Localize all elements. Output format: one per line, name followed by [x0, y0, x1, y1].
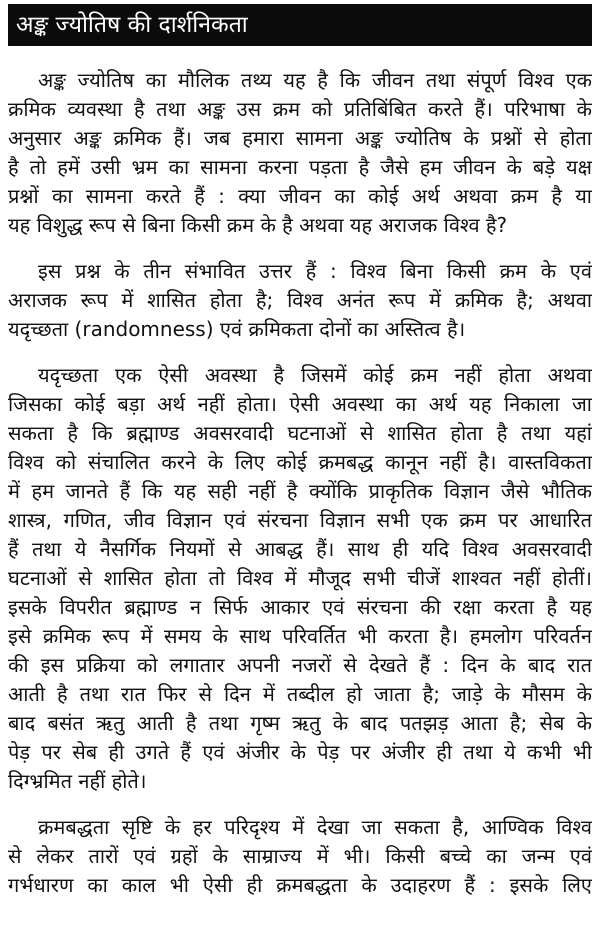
text-line: में हम जानते हैं कि यह सही नहीं है क्योंकि प्राकृतिक विज्ञान जैसे भौतिक	[8, 479, 592, 503]
text-line: यदृच्छता एक ऐसी अवस्था है जिसमें कोई क्रम नहीं होता अथवा	[38, 363, 592, 387]
paragraph	[8, 257, 592, 344]
text-line: घटनाओं से शासित होता तो विश्व में मौजूद सभी चीजें शाश्वत नहीं होतीं।	[8, 566, 592, 590]
paragraph	[8, 66, 592, 240]
section-title: अङ्क ज्योतिष की दार्शनिकता	[16, 12, 248, 38]
text-line: बाद बसंत ऋतु आती है तथा गृष्म ऋतु के बाद पतझड़ आता है; सेब के	[8, 711, 592, 735]
text-line: हैं तथा ये नैसर्गिक नियमों से आबद्ध हैं। साथ ही यदि विश्व अवसरवादी	[8, 537, 592, 561]
text-line: प्रश्नों का सामना करते हैं : क्या जीवन का कोई अर्थ अथवा क्रम है या	[8, 184, 592, 208]
text-line: जिसका कोई बड़ा अर्थ नहीं होता। ऐसी अवस्था का अर्थ यह निकाला जा	[8, 392, 592, 416]
text-line: क्रमबद्धता सृष्टि के हर परिदृश्य में देखा जा सकता है, आण्विक विश्व	[38, 815, 592, 839]
text-line: पेड़ पर सेब ही उगते हैं एवं अंजीर के पेड़ पर अंजीर ही तथा ये कभी भी	[8, 740, 592, 764]
text-line: की इस प्रक्रिया को लगातार अपनी नजरों से देखते हैं : दिन के बाद रात	[8, 653, 592, 677]
text-line: गर्भधारण का काल भी ऐसी ही क्रमबद्धता के उदाहरण हैं : इसके लिए	[8, 873, 592, 897]
text-line: सकता है कि ब्रह्माण्ड अवसरवादी घटनाओं से शासित होता है तथा यहां	[8, 421, 592, 445]
text-line: से लेकर तारों एवं ग्रहों के साम्राज्य में भी। किसी बच्चे का जन्म एवं	[8, 844, 592, 868]
text-line: अनुसार अङ्क क्रमिक हैं। जब हमारा सामना अङ्क ज्योतिष के प्रश्नों से होता	[8, 126, 592, 150]
document-body	[8, 66, 592, 917]
text-line: इसे क्रमिक रूप में समय के साथ परिवर्तित भी करता है। हमलोग परिवर्तन	[8, 624, 592, 648]
text-line: अङ्क ज्योतिष का मौलिक तथ्य यह है कि जीवन तथा संपूर्ण विश्व एक	[38, 68, 592, 92]
paragraph	[8, 361, 592, 796]
text-line: है तो हमें उसी भ्रम का सामना करना पड़ता है जैसे हम जीवन के बड़े यक्ष	[8, 155, 592, 179]
text-line: आती है तथा रात फिर से दिन में तब्दील हो जाता है; जाड़े के मौसम के	[8, 682, 592, 706]
text-line: अराजक रूप में शासित होता है; विश्व अनंत रूप में क्रमिक है; अथवा	[8, 288, 592, 312]
text-line: क्रमिक व्यवस्था है तथा अङ्क उस क्रम को प्रतिबिंबित करते हैं। परिभाषा के	[8, 97, 592, 121]
paragraph	[8, 813, 592, 900]
text-line: इसके विपरीत ब्रह्माण्ड न सिर्फ आकार एवं संरचना की रक्षा करता है यह	[8, 595, 592, 619]
section-title-bar	[8, 4, 592, 46]
text-line: दिग्भ्रमित नहीं होते।	[8, 769, 147, 793]
text-line: शास्त्र, गणित, जीव विज्ञान एवं संरचना विज्ञान सभी एक क्रम पर आधारित	[8, 508, 592, 532]
text-line: यदृच्छता (randomness) एवं क्रमिकता दोनों का अस्तित्व है।	[8, 317, 466, 341]
text-line: यह विशुद्ध रूप से बिना किसी क्रम के है अथवा यह अराजक विश्व है?	[8, 213, 508, 237]
text-line: इस प्रश्न के तीन संभावित उत्तर हैं : विश्व बिना किसी क्रम के एवं	[38, 259, 592, 283]
text-line: विश्व को संचालित करने के लिए कोई क्रमबद्ध कानून नहीं है। वास्तविकता	[8, 450, 592, 474]
